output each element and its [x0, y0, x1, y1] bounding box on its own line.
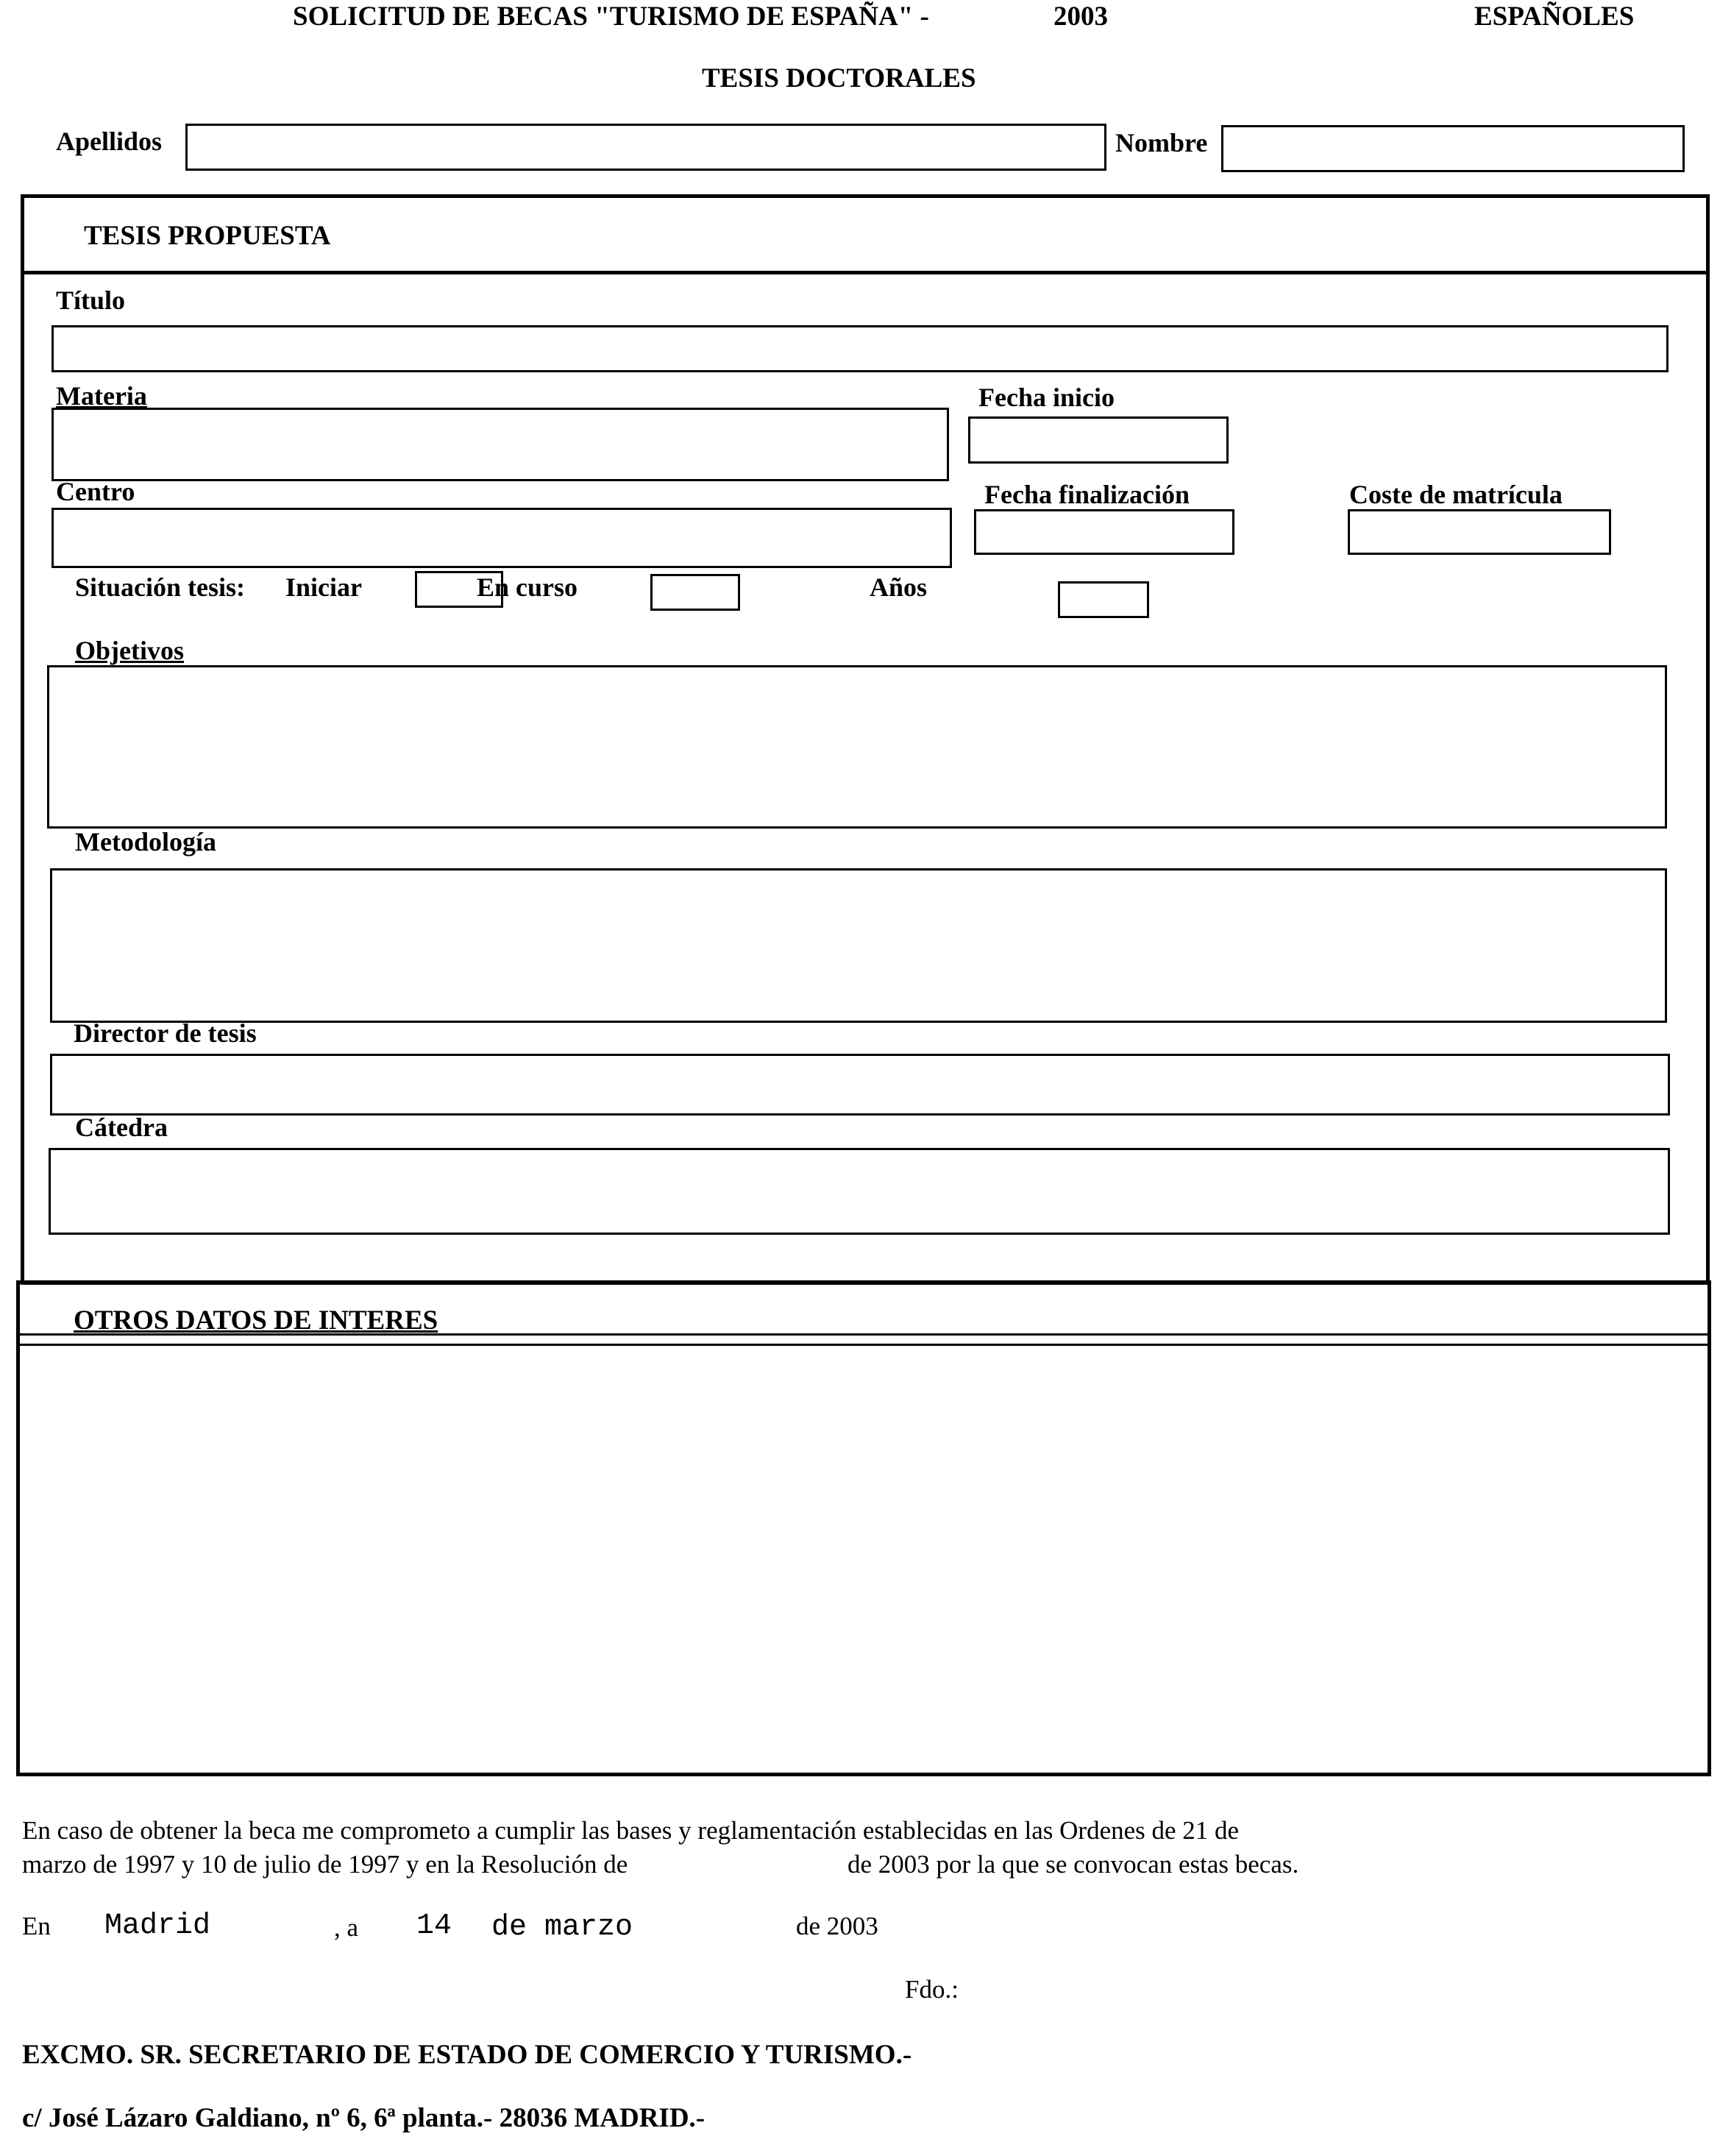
month-value[interactable]: de marzo [491, 1911, 633, 1944]
addressee-address: c/ José Lázaro Galdiano, nº 6, 6ª planta.- 28036 MADRID.- [22, 2103, 706, 2133]
tuition-label: Coste de matrícula [1349, 480, 1563, 509]
center-field[interactable] [51, 508, 952, 568]
thesis-section-heading: TESIS PROPUESTA [84, 221, 331, 251]
addressee-title: EXCMO. SR. SECRETARIO DE ESTADO DE COMERCIO Y TURISMO.- [22, 2040, 912, 2070]
methodology-field[interactable] [50, 868, 1667, 1023]
tuition-field[interactable] [1348, 509, 1611, 555]
methodology-label: Metodología [75, 827, 216, 857]
day-value[interactable]: 14 [416, 1909, 452, 1943]
objectives-field[interactable] [47, 665, 1667, 829]
date-separator-label: , a [334, 1913, 359, 1942]
subject-field[interactable] [51, 408, 949, 481]
surnames-label: Apellidos [56, 127, 163, 156]
year-text: de 2003 [796, 1912, 878, 1940]
chair-label: Cátedra [75, 1113, 168, 1142]
director-field[interactable] [50, 1054, 1670, 1116]
chair-field[interactable] [49, 1148, 1670, 1235]
commitment-line-2b: de 2003 por la que se convocan estas becas. [847, 1850, 1299, 1879]
place-label: En [22, 1912, 51, 1940]
objectives-label: Objetivos [75, 636, 184, 665]
form-category: ESPAÑOLES [1474, 1, 1635, 32]
commitment-line-1: En caso de obtener la beca me comprometo a cumplir las bases y reglamentación establecidas en las Ordenes de 21 de [22, 1816, 1240, 1845]
thesis-heading-divider [21, 271, 1710, 274]
center-label: Centro [56, 477, 135, 506]
years-field[interactable] [1058, 581, 1149, 618]
form-year: 2003 [1053, 1, 1108, 32]
city-value[interactable]: Madrid [104, 1909, 211, 1943]
title-label: Título [56, 286, 126, 315]
form-title: SOLICITUD DE BECAS "TURISMO DE ESPAÑA" - [293, 1, 929, 32]
other-section-heading: OTROS DATOS DE INTERES [74, 1305, 438, 1336]
director-label: Director de tesis [74, 1018, 257, 1048]
name-label: Nombre [1115, 128, 1208, 157]
other-data-field[interactable] [16, 1280, 1711, 1776]
title-field[interactable] [51, 325, 1669, 372]
subject-label: Materia [56, 381, 147, 411]
status-start-label: Iniciar [285, 572, 362, 602]
status-in-progress-label: En curso [477, 572, 578, 602]
end-date-label: Fecha finalización [984, 480, 1190, 509]
years-label: Años [870, 572, 928, 602]
start-date-field[interactable] [968, 416, 1229, 464]
thesis-status-label: Situación tesis: [75, 572, 246, 602]
status-in-progress-checkbox[interactable] [650, 574, 740, 611]
name-field[interactable] [1221, 125, 1685, 172]
commitment-line-2a: marzo de 1997 y 10 de julio de 1997 y en la Resolución de [22, 1850, 628, 1879]
signed-label: Fdo.: [905, 1975, 959, 2004]
form-subtitle: TESIS DOCTORALES [702, 63, 976, 93]
surnames-field[interactable] [185, 124, 1106, 171]
start-date-label: Fecha inicio [978, 383, 1115, 412]
end-date-field[interactable] [974, 509, 1234, 555]
